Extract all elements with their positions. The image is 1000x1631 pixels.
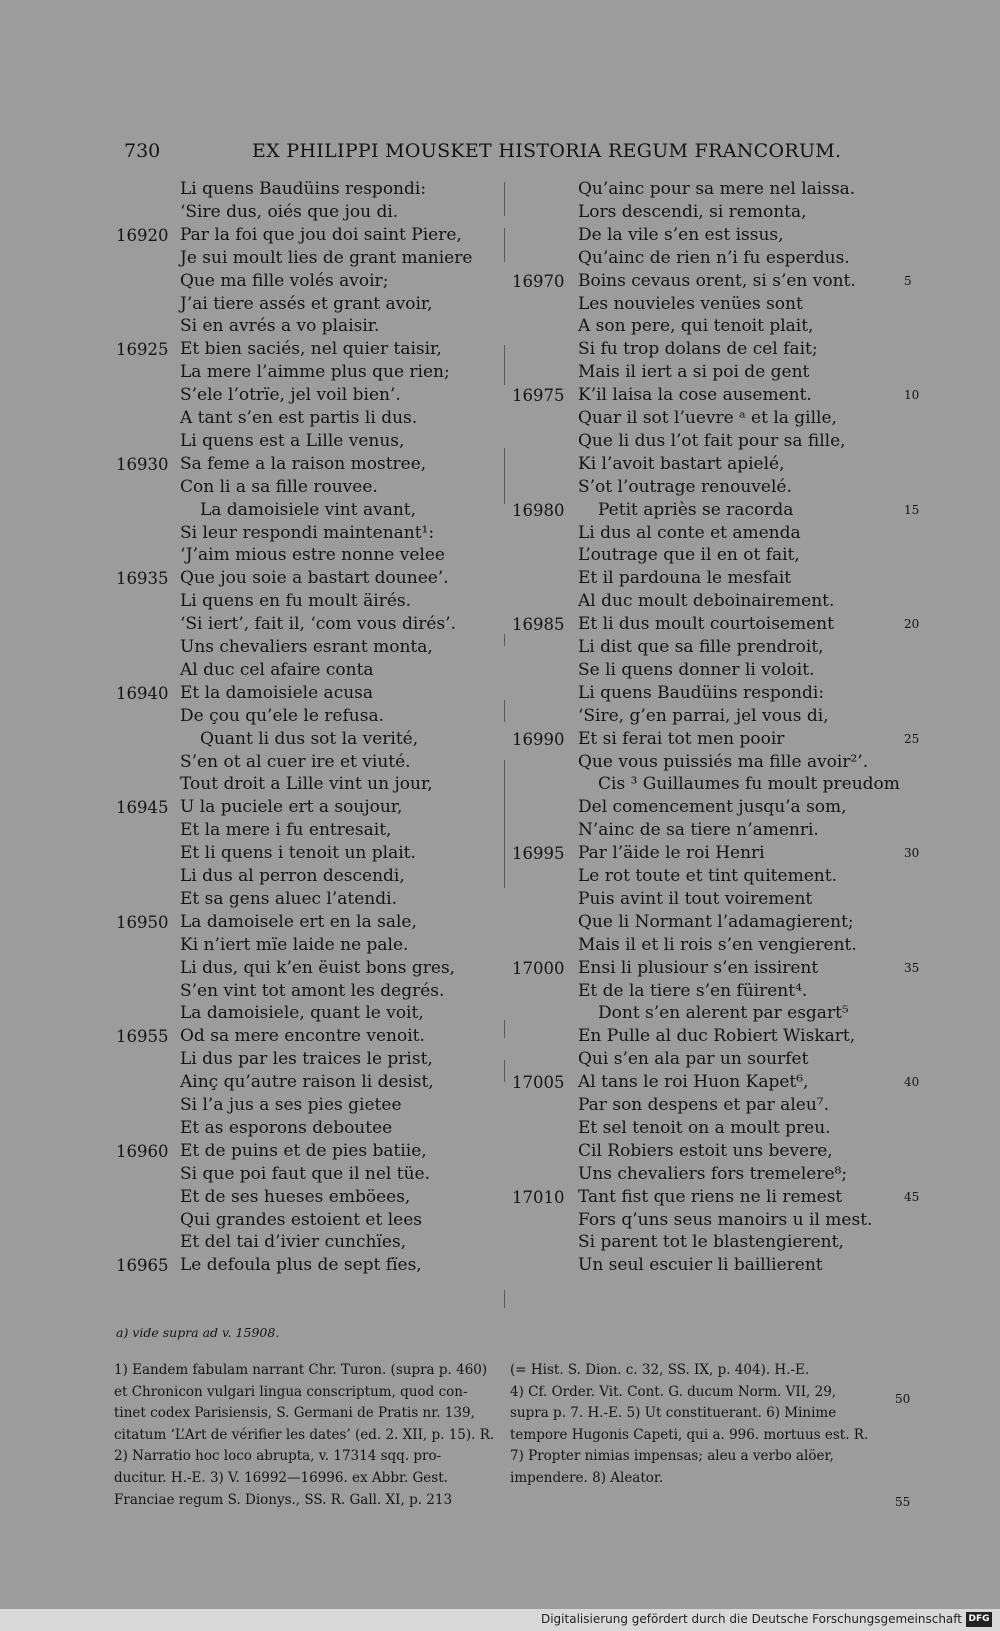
verse-text: Fors q’uns seus manoirs u il mest. <box>578 1209 873 1230</box>
verse-text: Mais il iert a si poi de gent <box>578 362 810 383</box>
verse-number: 16920 <box>116 225 169 245</box>
verse-text: Sa feme a la raison mostree, <box>180 453 427 474</box>
verse-text: Que vous puissiés ma fille avoir²’. <box>578 751 869 772</box>
verse-number: 16940 <box>116 683 169 703</box>
column-rule <box>504 1290 505 1308</box>
verse-text: Se li quens donner li voloit. <box>578 659 815 680</box>
verse-number: 16980 <box>512 500 565 520</box>
verse-text: Li quens Baudüins respondi: <box>578 682 825 703</box>
verse-number: 16975 <box>512 386 565 406</box>
verse-text: Le defoula plus de sept fïes, <box>180 1255 422 1276</box>
column-rule <box>504 1060 505 1082</box>
running-title: EX PHILIPPI MOUSKET HISTORIA REGUM FRANCORUM. <box>252 140 842 162</box>
verse-text: Del comencement jusqu’a som, <box>578 797 847 818</box>
verse-text: J’ai tiere assés et grant avoir, <box>180 293 433 314</box>
column-rule <box>504 345 505 385</box>
page-number: 730 <box>124 140 161 162</box>
verse-text: Boins cevaus orent, si s’en vont. <box>578 270 856 291</box>
verse-text: Li dus al conte et amenda <box>578 522 801 543</box>
verse-text: ‘Sire, g’en parrai, jel vous di, <box>578 705 829 726</box>
footnote-line: tinet codex Parisiensis, S. Germani de Pratis nr. 139, <box>114 1405 475 1422</box>
verse-text: Si l’a jus a ses pies gietee <box>180 1095 402 1115</box>
verse-text: Petit apriès se racorda <box>598 499 794 520</box>
verse-text: ‘Sire dus, oiés que jou di. <box>180 201 399 222</box>
column-rule <box>504 448 505 504</box>
verse-text: Et si ferai tot men pooir <box>578 728 785 749</box>
verse-text: La damoisiele, quant le voit, <box>180 1003 424 1024</box>
verse-number: 16930 <box>116 454 169 474</box>
footnote-margin-number: 50 <box>895 1392 911 1406</box>
verse-text: Le rot toute et tint quitement. <box>578 866 837 886</box>
verse-text: S’ele l’otrïe, jel voil bien’. <box>180 385 401 406</box>
verse-text: Qui s’en ala par un sourfet <box>578 1049 809 1070</box>
funding-text: Digitalisierung gefördert durch die Deutsche Forschungsgemeinschaft <box>540 1612 962 1626</box>
verse-text: Si leur respondi maintenant¹: <box>180 522 435 543</box>
line-margin-number: 10 <box>904 388 920 403</box>
verse-text: Qu’ainc pour sa mere nel laissa. <box>578 179 856 199</box>
verse-text: Par la foi que jou doi saint Piere, <box>180 224 462 245</box>
verse-text: Que li Normant l’adamagierent; <box>578 911 854 932</box>
verse-text: Li dus al perron descendi, <box>180 866 405 886</box>
line-margin-number: 30 <box>904 846 920 861</box>
dfg-logo-icon: DFG <box>966 1612 992 1627</box>
verse-text: Al duc cel afaire conta <box>180 659 374 680</box>
verse-number: 16970 <box>512 271 565 291</box>
column-rule <box>504 1020 505 1038</box>
verse-text: Cil Robiers estoit uns bevere, <box>578 1140 833 1161</box>
column-rule <box>504 228 505 262</box>
verse-text: Et sel tenoit on a moult preu. <box>578 1117 831 1138</box>
verse-text: N’ainc de sa tiere n’amenri. <box>578 820 819 841</box>
footnote-line: et Chronicon vulgari lingua conscriptum, quod con- <box>114 1383 468 1400</box>
verse-text: En Pulle al duc Robiert Wiskart, <box>578 1026 856 1047</box>
line-margin-number: 40 <box>904 1075 920 1090</box>
verse-text: Od sa mere encontre venoit. <box>180 1026 425 1047</box>
verse-text: Je sui moult lies de grant maniere <box>180 247 473 268</box>
verse-text: Ki n’iert mïe laide ne pale. <box>180 934 409 955</box>
verse-text: ‘Si iert’, fait il, ‘com vous dirés’. <box>180 614 456 635</box>
verse-number: 16985 <box>512 615 565 635</box>
verse-number: 16955 <box>116 1027 169 1047</box>
verse-text: La damoisele ert en la sale, <box>180 911 417 932</box>
verse-text: A son pere, qui tenoit plait, <box>578 316 814 337</box>
verse-text: Quar il sot l’uevre ᵃ et la gille, <box>578 408 837 428</box>
verse-number: 17000 <box>512 958 565 978</box>
line-margin-number: 5 <box>904 273 912 288</box>
verse-text: Li dus, qui k’en ëuist bons gres, <box>180 957 456 978</box>
verse-text: Et li quens i tenoit un plait. <box>180 843 416 864</box>
verse-text: Et il pardouna le mesfait <box>578 568 792 589</box>
critical-apparatus-note: a) vide supra ad v. 15908. <box>116 1325 280 1340</box>
footnote-line: tempore Hugonis Capeti, qui a. 996. mortuus est. R. <box>510 1426 869 1443</box>
verse-text: Qu’ainc de rien n’i fu esperdus. <box>578 247 850 268</box>
verse-text: Et bien saciés, nel quier taisir, <box>180 339 442 360</box>
verse-text: Uns chevaliers fors tremelere⁸; <box>578 1163 848 1184</box>
footnote-line: 7) Propter nimias impensas; aleu a verbo alöer, <box>510 1448 834 1465</box>
verse-text: Dont s’en alerent par esgart⁵ <box>598 1003 849 1024</box>
verse-text: U la puciele ert a soujour, <box>180 797 403 818</box>
footnote-line: 1) Eandem fabulam narrant Chr. Turon. (supra p. 460) <box>114 1362 488 1378</box>
verse-text: Et de ses hueses emböees, <box>180 1186 411 1207</box>
verse-text: Ainç qu’autre raison li desist, <box>180 1072 434 1093</box>
verse-text: Et la damoisiele acusa <box>180 682 374 703</box>
verse-text: Ki l’avoit bastart apielé, <box>578 453 785 474</box>
footnote-line: Franciae regum S. Dionys., SS. R. Gall. XI, p. 213 <box>114 1491 453 1508</box>
verse-text: Et de puins et de pies batiie, <box>180 1140 427 1161</box>
verse-number: 16945 <box>116 798 169 818</box>
verse-text: Et de la tiere s’en füirent⁴. <box>578 980 808 1001</box>
verse-number: 17005 <box>512 1073 565 1093</box>
verse-text: Et as esporons deboutee <box>180 1117 393 1138</box>
footnote-line: impendere. 8) Aleator. <box>510 1469 664 1486</box>
verse-text: De çou qu’ele le refusa. <box>180 705 384 726</box>
verse-text: Con li a sa fille rouvee. <box>180 476 378 497</box>
verse-text: S’ot l’outrage renouvelé. <box>578 476 792 497</box>
page-header <box>0 140 1000 170</box>
verse-text: Par son despens et par aleu⁷. <box>578 1095 829 1115</box>
verse-number: 16990 <box>512 729 565 749</box>
footnote-line: ducitur. H.-E. 3) V. 16992—16996. ex Abbr. Gest. <box>114 1469 448 1486</box>
verse-number: 17010 <box>512 1187 565 1207</box>
verse-text: Les nouvieles venües sont <box>578 293 803 314</box>
verse-text: Si que poi faut que il nel tüe. <box>180 1163 431 1184</box>
verse-number: 16965 <box>116 1256 169 1276</box>
line-margin-number: 35 <box>904 960 920 975</box>
verse-text: Que li dus l’ot fait pour sa fille, <box>578 430 846 451</box>
verse-text: Mais il et li rois s’en vengierent. <box>578 934 857 955</box>
verse-text: Et sa gens aluec l’atendi. <box>180 888 397 909</box>
verse-text: Si fu trop dolans de cel fait; <box>578 339 818 360</box>
column-rule <box>504 700 505 722</box>
verse-text: La damoisiele vint avant, <box>200 499 417 520</box>
verse-text: Et la mere i fu entresait, <box>180 820 392 841</box>
footnotes-right <box>510 1360 895 1490</box>
verse-text: Tout droit a Lille vint un jour, <box>180 774 433 795</box>
footnote-line: citatum ‘L’Art de vérifier les dates’ (ed. 2. XII, p. 15). R. <box>114 1426 495 1443</box>
verse-text: Puis avint il tout voirement <box>578 888 813 909</box>
column-rule <box>504 634 505 646</box>
verse-text: Qui grandes estoient et lees <box>180 1209 423 1230</box>
footnote-line: (= Hist. S. Dion. c. 32, SS. IX, p. 404). H.-E. <box>510 1362 810 1378</box>
verse-text: Ensi li plusiour s’en issirent <box>578 957 819 978</box>
column-rule <box>504 182 505 216</box>
verse-text: Li quens est a Lille venus, <box>180 430 405 451</box>
verse-text: Tant fist que riens ne li remest <box>578 1186 843 1207</box>
verse-text: Que jou soie a bastart dounee’. <box>180 568 449 589</box>
line-margin-number: 15 <box>904 502 920 517</box>
verse-text: K’il laisa la cose ausement. <box>578 385 812 406</box>
verse-text: Li dist que sa fille prendroit, <box>578 637 824 657</box>
verse-text: Li quens Baudüins respondi: <box>180 179 427 199</box>
verse-text: Lors descendi, si remonta, <box>578 201 807 222</box>
verse-number: 16925 <box>116 340 169 360</box>
verse-text: Si parent tot le blastengierent, <box>578 1232 844 1253</box>
verse-text: Et li dus moult courtoisement <box>578 614 834 635</box>
line-margin-number: 20 <box>904 617 920 632</box>
verse-text: Par l’äide le roi Henri <box>578 843 765 864</box>
verse-number: 16995 <box>512 844 565 864</box>
verse-text: Al tans le roi Huon Kapet⁶, <box>578 1072 809 1093</box>
footnote-line: 4) Cf. Order. Vit. Cont. G. ducum Norm. VII, 29, <box>510 1383 837 1400</box>
verse-text: S’en ot al cuer ire et viuté. <box>180 751 411 772</box>
verse-text: La mere l’aimme plus que rien; <box>180 362 450 383</box>
line-margin-number: 45 <box>904 1189 920 1204</box>
verse-number: 16935 <box>116 569 169 589</box>
verse-text: Un seul escuier li baillierent <box>578 1255 823 1276</box>
verse-number: 16960 <box>116 1141 169 1161</box>
verse-text: Quant li dus sot la verité, <box>200 728 419 749</box>
column-rule <box>504 760 505 888</box>
verse-text: ‘J’aim mious estre nonne velee <box>180 545 445 566</box>
footnote-margin-number: 55 <box>895 1495 911 1509</box>
footnote-line: supra p. 7. H.-E. 5) Ut constituerant. 6) Minime <box>510 1405 837 1422</box>
verse-text: Li dus par les traices le prist, <box>180 1049 433 1070</box>
verse-text: A tant s’en est partis li dus. <box>180 408 418 428</box>
verse-text: Li quens en fu moult äirés. <box>180 591 412 612</box>
footnotes-left <box>114 1360 496 1511</box>
verse-text: S’en vint tot amont les degrés. <box>180 980 445 1001</box>
verse-text: L’outrage que il en ot fait, <box>578 545 800 566</box>
funding-footer <box>0 1609 1000 1631</box>
verse-text: Et del tai d’ivier cunchïes, <box>180 1232 407 1253</box>
verse-text: Cis ³ Guillaumes fu moult preudom <box>598 774 900 795</box>
verse-text: Si en avrés a vo plaisir. <box>180 316 380 337</box>
verse-number: 16950 <box>116 912 169 932</box>
line-margin-number: 25 <box>904 731 920 746</box>
verse-text: Uns chevaliers esrant monta, <box>180 637 433 657</box>
verse-text: Que ma fille volés avoir; <box>180 270 389 291</box>
footnote-line: 2) Narratio hoc loco abrupta, v. 17314 sqq. pro- <box>114 1448 442 1465</box>
verse-text: Al duc moult deboinairement. <box>578 591 835 612</box>
verse-text: De la vile s’en est issus, <box>578 224 784 245</box>
